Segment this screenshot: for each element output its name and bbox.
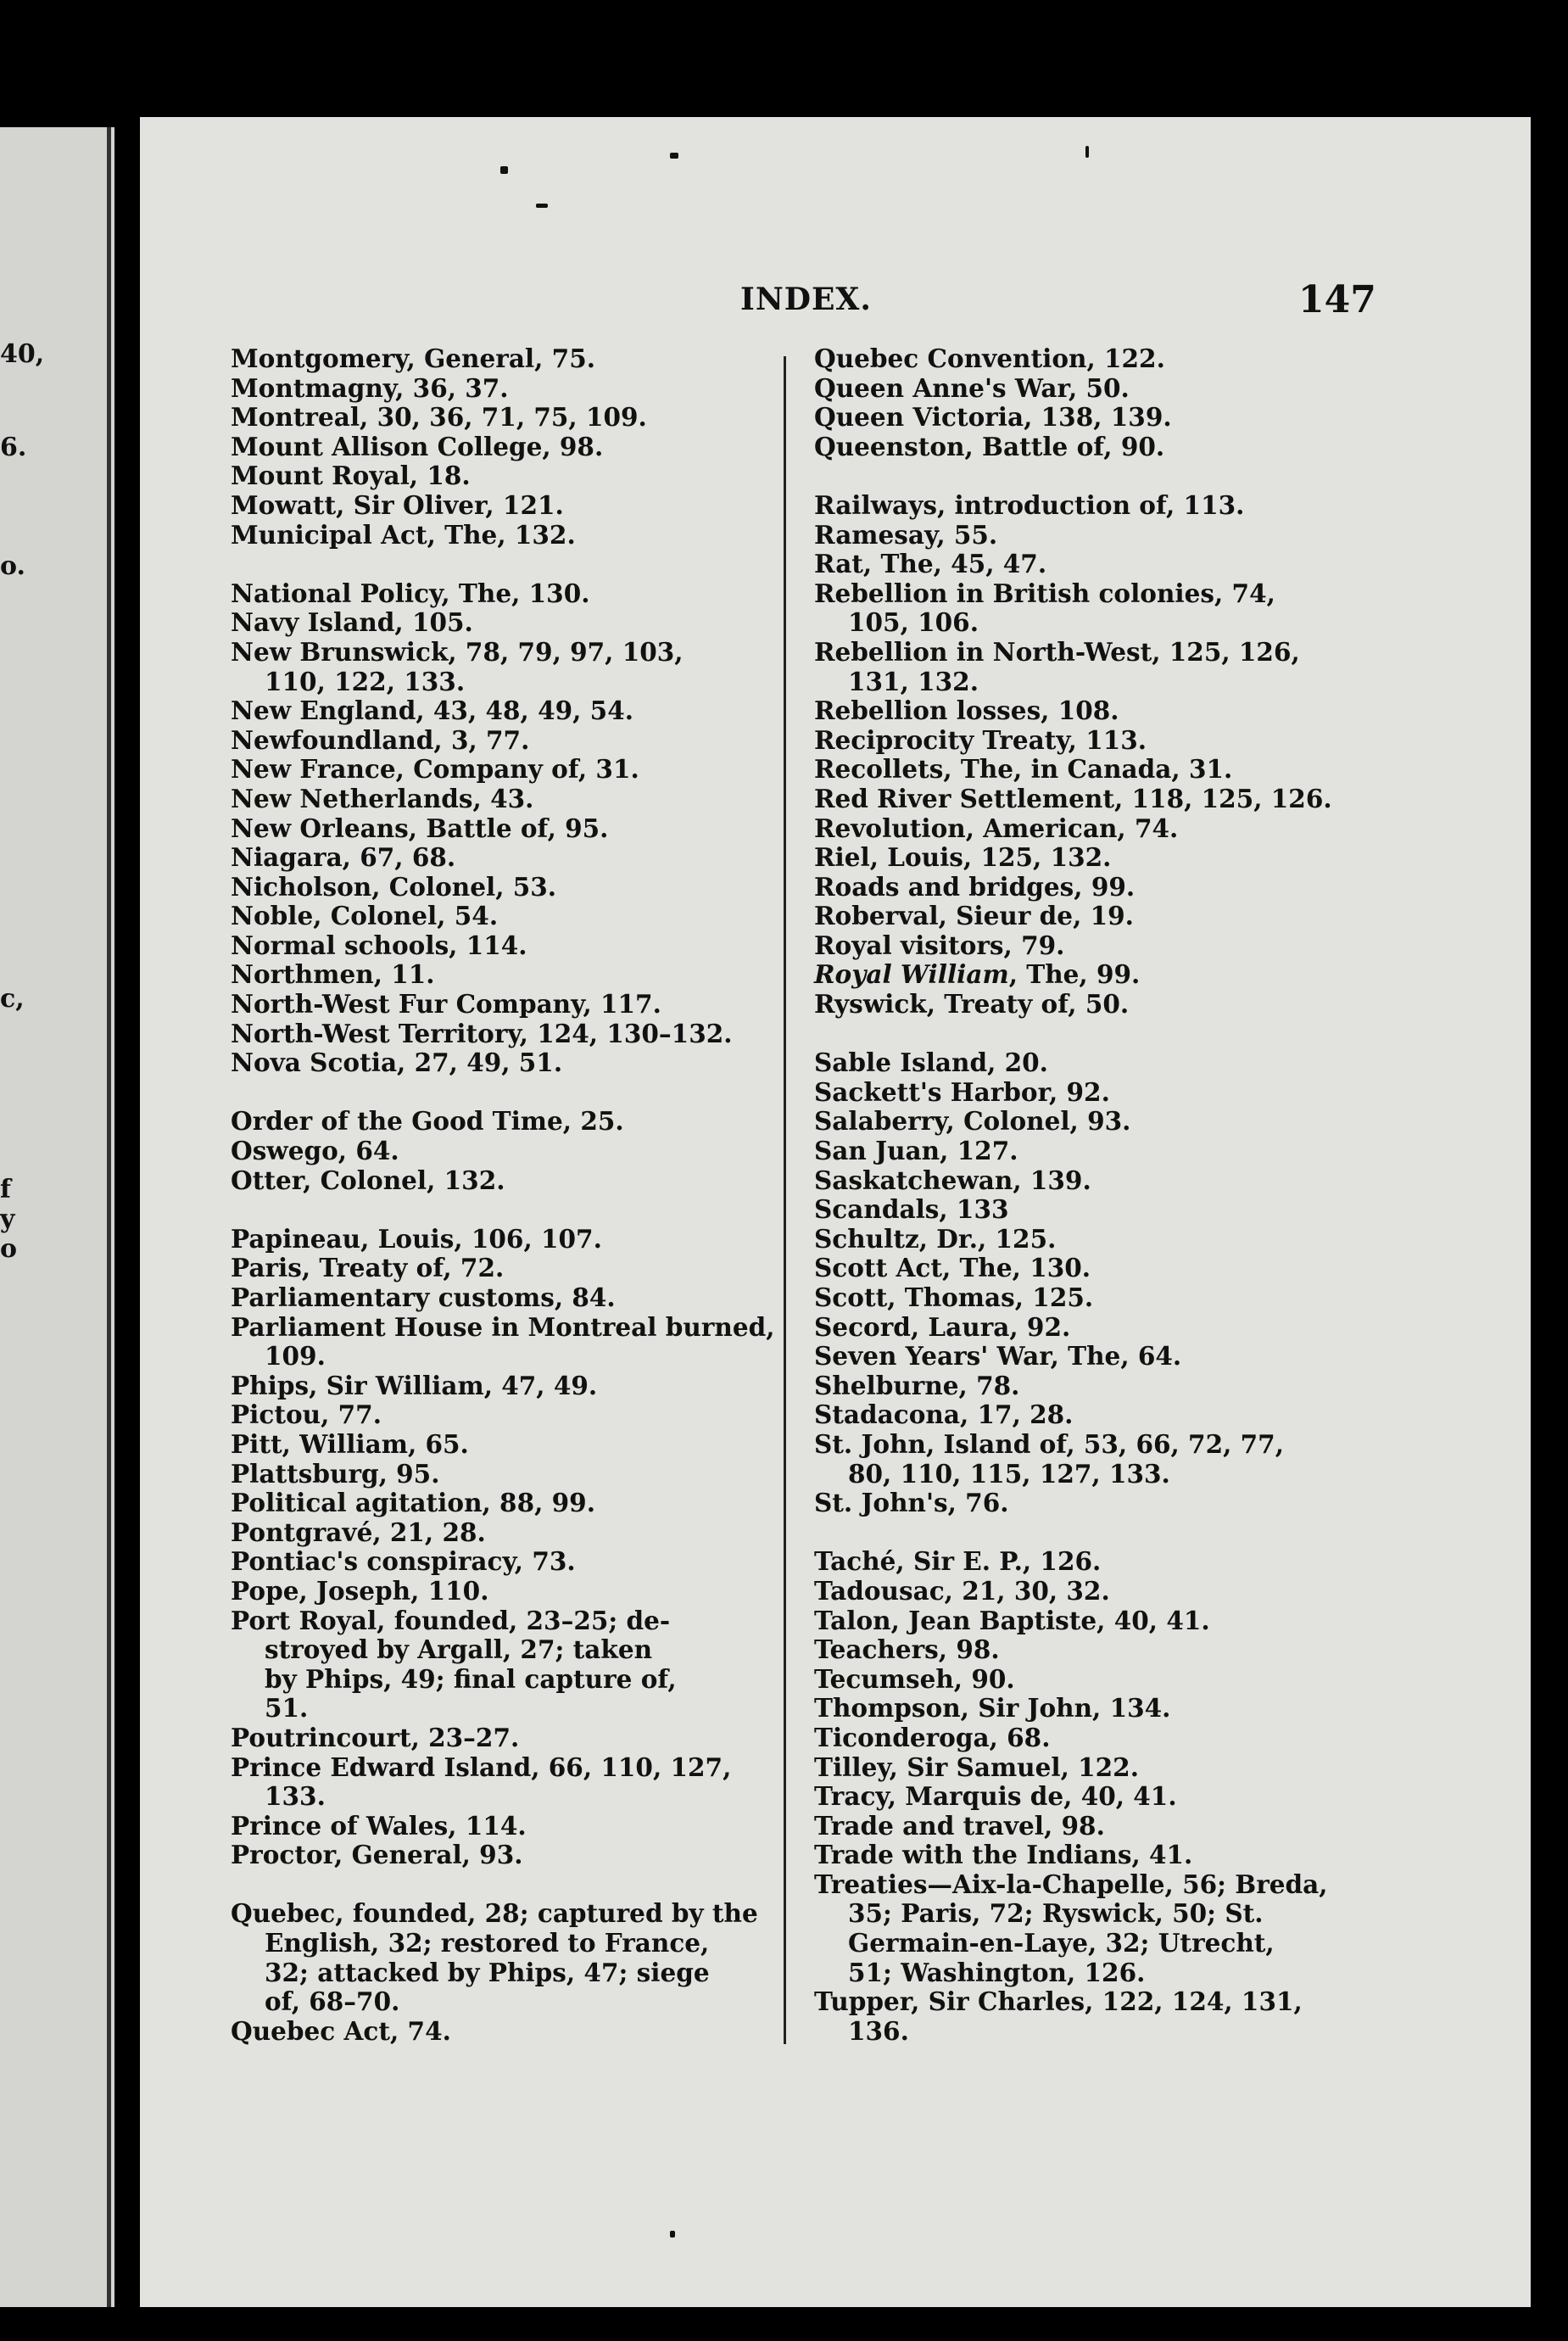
index-entry: National Policy, The, 130. [231, 578, 590, 608]
section-gap [231, 1078, 773, 1108]
index-entry: North-West Territory, 124, 130–132. [231, 1018, 733, 1048]
index-entry: New England, 43, 48, 49, 54. [231, 696, 633, 726]
index-entry: North-West Fur Company, 117. [231, 989, 661, 1020]
index-entry: Ryswick, Treaty of, 50. [814, 989, 1130, 1020]
index-entry: Tilley, Sir Samuel, 122. [814, 1752, 1139, 1782]
index-entry: Pontgravé, 21, 28. [231, 1517, 486, 1547]
index-entry: Queenston, Battle of, 90. [814, 431, 1165, 461]
index-entry: Rebellion losses, 108. [814, 696, 1119, 726]
adjacent-page-fragment: y [0, 1204, 15, 1234]
index-entry: Treaties—Aix-la-Chapelle, 56; Breda, [814, 1869, 1328, 1899]
index-entry: Order of the Good Time, 25. [231, 1106, 624, 1137]
adjacent-page-edge [0, 127, 114, 2307]
index-entry-text: , The, 99. [1008, 959, 1141, 990]
index-entry: Railways, introduction of, 113. [814, 489, 1245, 520]
index-entry: Plattsburg, 95. [231, 1458, 440, 1489]
index-entry: Ticonderoga, 68. [814, 1722, 1051, 1752]
index-entry: Papineau, Louis, 106, 107. [231, 1223, 602, 1254]
running-title: INDEX. [740, 282, 872, 317]
index-entry: Teachers, 98. [814, 1634, 1000, 1665]
index-entry: Rat, The, 45, 47. [814, 549, 1047, 579]
index-entry: Mowatt, Sir Oliver, 121. [231, 489, 564, 520]
index-entry: Phips, Sir William, 47, 49. [231, 1370, 598, 1400]
index-entry: New Orleans, Battle of, 95. [231, 813, 609, 843]
index-entry: Trade and travel, 98. [814, 1810, 1105, 1841]
index-entry: Roads and bridges, 99. [814, 871, 1136, 902]
index-entry: Trade with the Indians, 41. [814, 1840, 1193, 1870]
print-speck [536, 204, 548, 208]
print-speck [500, 166, 508, 174]
index-entry: Schultz, Dr., 125. [814, 1223, 1057, 1254]
index-entry: Pictou, 77. [231, 1400, 382, 1430]
index-entry: Riel, Louis, 125, 132. [814, 842, 1112, 873]
section-gap [814, 1518, 1357, 1548]
index-entry: Scott Act, The, 130. [814, 1253, 1091, 1283]
index-entry: Queen Victoria, 138, 139. [814, 402, 1172, 433]
index-entry: Rebellion in North-West, 125, 126, [814, 636, 1300, 667]
section-gap [814, 461, 1357, 491]
print-speck [670, 153, 678, 159]
page-number: 147 [1298, 278, 1376, 321]
index-entry: Prince Edward Island, 66, 110, 127, [231, 1752, 732, 1782]
index-entry: Scandals, 133 [814, 1194, 1009, 1225]
index-entry: Pontiac's conspiracy, 73. [231, 1546, 576, 1577]
index-entry: Secord, Laura, 92. [814, 1311, 1071, 1342]
index-entry: Reciprocity Treaty, 113. [814, 724, 1147, 755]
index-entry: Pope, Joseph, 110. [231, 1575, 489, 1606]
index-entry-continuation: stroyed by Argall, 27; taken [265, 1634, 653, 1665]
index-entry: Montreal, 30, 36, 71, 75, 109. [231, 402, 647, 433]
print-speck [670, 2231, 675, 2238]
index-entry-continuation: 35; Paris, 72; Ryswick, 50; St. [848, 1898, 1264, 1929]
adjacent-page-fragment: o [0, 1234, 18, 1264]
index-entry: San Juan, 127. [814, 1136, 1018, 1166]
index-entry: Salaberry, Colonel, 93. [814, 1106, 1131, 1137]
print-speck [1085, 146, 1089, 158]
index-entry: Prince of Wales, 114. [231, 1810, 527, 1841]
index-entry: Rebellion in British colonies, 74, [814, 578, 1275, 608]
section-gap [231, 1870, 773, 1900]
index-entry-continuation: 51; Washington, 126. [848, 1957, 1146, 1987]
index-entry: Taché, Sir E. P., 126. [814, 1546, 1102, 1577]
index-entry: Montmagny, 36, 37. [231, 372, 509, 403]
index-column-left [231, 344, 773, 2046]
index-entry: Quebec, founded, 28; captured by the [231, 1898, 758, 1929]
index-entry: Thompson, Sir John, 134. [814, 1693, 1171, 1724]
index-entry: Quebec Convention, 122. [814, 344, 1165, 373]
index-entry: Tecumseh, 90. [814, 1663, 1015, 1694]
section-gap [814, 1020, 1357, 1049]
index-entry: Roberval, Sieur de, 19. [814, 901, 1134, 931]
index-entry: Poutrincourt, 23–27. [231, 1722, 520, 1752]
index-entry: Parliament House in Montreal burned, [231, 1311, 775, 1342]
index-entry-continuation: by Phips, 49; final capture of, [265, 1663, 677, 1694]
index-entry: Political agitation, 88, 99. [231, 1488, 595, 1518]
index-entry-continuation: 109. [265, 1341, 326, 1372]
index-entry: Talon, Jean Baptiste, 40, 41. [814, 1605, 1210, 1635]
index-entry-continuation: 51. [265, 1693, 309, 1724]
index-entry: Recollets, The, in Canada, 31. [814, 754, 1233, 785]
index-entry: Navy Island, 105. [231, 607, 473, 638]
index-entry-continuation: 136. [848, 2015, 909, 2046]
index-entry: Port Royal, founded, 23–25; de- [231, 1605, 671, 1635]
index-entry-continuation: 32; attacked by Phips, 47; siege [265, 1957, 710, 1987]
index-entry-continuation: English, 32; restored to France, [265, 1928, 710, 1958]
index-entry: Saskatchewan, 139. [814, 1165, 1091, 1195]
index-entry: Tadousac, 21, 30, 32. [814, 1575, 1110, 1606]
index-entry: Sable Island, 20. [814, 1048, 1048, 1078]
adjacent-page-fragment: 6. [0, 433, 27, 462]
index-entry: Shelburne, 78. [814, 1370, 1020, 1400]
index-entry-continuation: of, 68–70. [265, 1986, 400, 2017]
index-entry: Mount Royal, 18. [231, 461, 471, 491]
index-entry: Seven Years' War, The, 64. [814, 1341, 1182, 1372]
index-entry: New Brunswick, 78, 79, 97, 103, [231, 636, 684, 667]
gutter-rule [107, 127, 111, 2307]
adjacent-page-fragment: o. [0, 551, 25, 581]
index-entry: Otter, Colonel, 132. [231, 1165, 505, 1195]
index-entry: New France, Company of, 31. [231, 754, 639, 785]
index-entry: Municipal Act, The, 132. [231, 519, 576, 550]
index-entry: Tracy, Marquis de, 40, 41. [814, 1781, 1177, 1812]
index-entry-continuation: 133. [265, 1781, 326, 1812]
index-entry: Sackett's Harbor, 92. [814, 1076, 1110, 1107]
index-entry: Scott, Thomas, 125. [814, 1282, 1094, 1312]
index-entry-continuation: Germain-en-Laye, 32; Utrecht, [848, 1928, 1275, 1958]
index-entry: St. John's, 76. [814, 1488, 1009, 1518]
index-entry: Queen Anne's War, 50. [814, 372, 1130, 403]
index-column-right [814, 344, 1357, 2046]
column-divider [784, 356, 786, 2044]
index-entry: Niagara, 67, 68. [231, 842, 456, 873]
index-entry: Tupper, Sir Charles, 122, 124, 131, [814, 1986, 1303, 2017]
section-gap [231, 550, 773, 579]
index-entry: Ramesay, 55. [814, 519, 998, 550]
index-entry [814, 960, 1357, 990]
index-entry: Paris, Treaty of, 72. [231, 1253, 505, 1283]
index-entry-continuation: 80, 110, 115, 127, 133. [848, 1458, 1170, 1489]
index-entry-continuation: 131, 132. [848, 666, 979, 696]
index-entry: St. John, Island of, 53, 66, 72, 77, [814, 1428, 1284, 1459]
index-entry: Quebec Act, 74. [231, 2015, 451, 2046]
index-entry: Proctor, General, 93. [231, 1840, 523, 1870]
adjacent-page-fragment: f [0, 1175, 11, 1204]
index-entry: Parliamentary customs, 84. [231, 1282, 616, 1312]
adjacent-page-fragment: 40, [0, 339, 45, 369]
index-entry: New Netherlands, 43. [231, 783, 534, 813]
index-entry: Pitt, William, 65. [231, 1428, 469, 1459]
index-entry: Northmen, 11. [231, 959, 435, 990]
index-entry: Royal visitors, 79. [814, 930, 1065, 960]
index-entry: Nova Scotia, 27, 49, 51. [231, 1048, 563, 1078]
index-entry: Normal schools, 114. [231, 930, 527, 960]
index-entry: Revolution, American, 74. [814, 813, 1179, 843]
index-entry: Oswego, 64. [231, 1136, 399, 1166]
index-entry-continuation: 110, 122, 133. [265, 666, 466, 696]
index-entry: Nicholson, Colonel, 53. [231, 871, 557, 902]
index-entry: Red River Settlement, 118, 125, 126. [814, 783, 1332, 813]
index-entry-continuation: 105, 106. [848, 607, 979, 638]
index-entry: Noble, Colonel, 54. [231, 901, 499, 931]
index-entry: Stadacona, 17, 28. [814, 1400, 1074, 1430]
index-entry: Mount Allison College, 98. [231, 431, 604, 461]
section-gap [231, 1195, 773, 1225]
index-entry: Montgomery, General, 75. [231, 344, 595, 373]
adjacent-page-fragment: c, [0, 984, 25, 1014]
index-entry-italic-title: Royal William [814, 959, 1009, 990]
index-entry: Newfoundland, 3, 77. [231, 724, 530, 755]
